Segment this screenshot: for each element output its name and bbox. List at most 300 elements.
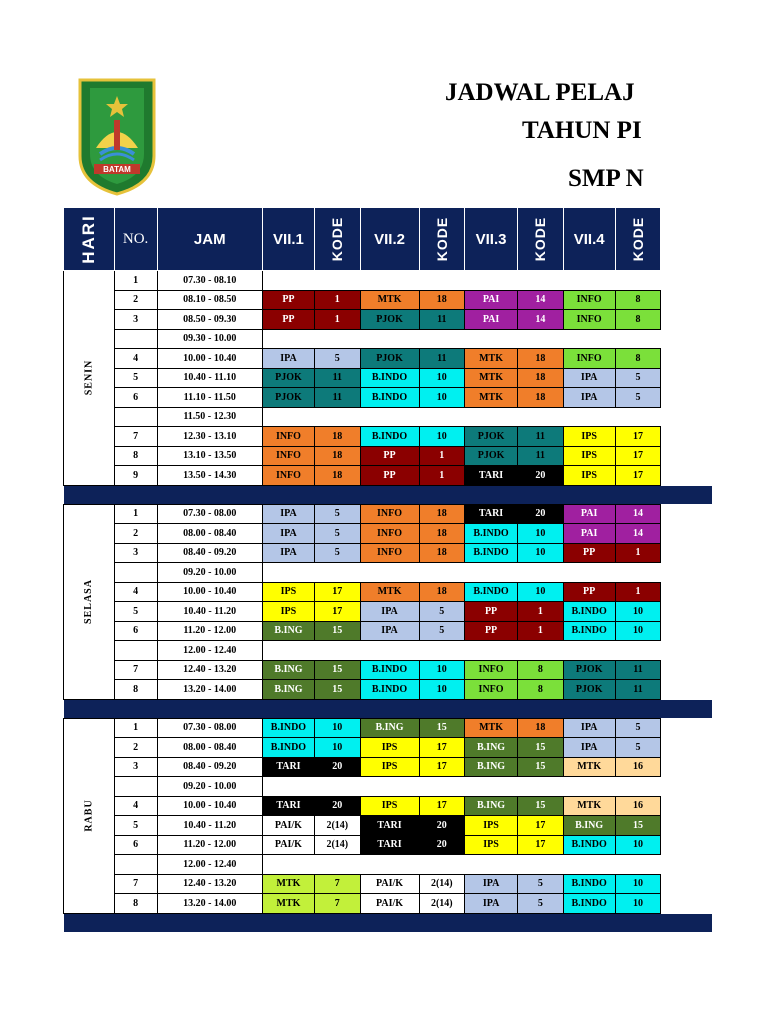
kode-cell: 1 <box>419 466 464 486</box>
kode-cell: 2(14) <box>315 816 360 836</box>
subject-cell: B.INDO <box>262 738 314 758</box>
kode-cell: 18 <box>518 388 563 408</box>
kode-cell: 5 <box>615 388 660 408</box>
subject-cell: IPA <box>262 504 314 524</box>
kode-cell: 15 <box>419 718 464 738</box>
period-number: 9 <box>114 466 157 486</box>
kode-cell: 11 <box>615 660 660 680</box>
schedule-row <box>64 796 713 816</box>
batam-logo <box>76 76 158 196</box>
header-row <box>64 208 713 271</box>
subject-cell: PP <box>563 543 615 563</box>
schedule-row <box>64 641 713 661</box>
period-number: 6 <box>114 388 157 408</box>
subject-cell: PAI <box>563 504 615 524</box>
kode-cell: 8 <box>518 660 563 680</box>
kode-cell: 17 <box>315 582 360 602</box>
subject-cell: PJOK <box>360 310 419 330</box>
kode-cell: 17 <box>615 427 660 447</box>
period-number: 8 <box>114 894 157 914</box>
period-number <box>114 407 157 427</box>
subject-cell: IPA <box>465 874 518 894</box>
break-row-cell <box>262 777 660 797</box>
subject-cell: MTK <box>563 757 615 777</box>
subject-cell: IPA <box>360 621 419 641</box>
time-slot: 08.40 - 09.20 <box>157 543 262 563</box>
period-number <box>114 641 157 661</box>
day-separator <box>64 699 713 718</box>
kode-cell: 1 <box>315 310 360 330</box>
subject-cell: MTK <box>563 796 615 816</box>
kode-cell: 18 <box>518 349 563 369</box>
overflow-cell <box>661 660 712 680</box>
time-slot: 11.10 - 11.50 <box>157 388 262 408</box>
kode-cell: 1 <box>518 621 563 641</box>
time-slot: 08.50 - 09.30 <box>157 310 262 330</box>
subject-cell: B.ING <box>465 738 518 758</box>
subject-cell: IPA <box>563 738 615 758</box>
kode-cell: 5 <box>615 738 660 758</box>
subject-cell: IPA <box>262 349 314 369</box>
subject-cell: B.INDO <box>360 680 419 700</box>
schedule-table <box>63 207 712 932</box>
subject-cell: INFO <box>465 680 518 700</box>
time-slot: 10.00 - 10.40 <box>157 349 262 369</box>
subject-cell: PAI/K <box>262 835 314 855</box>
overflow-cell <box>661 466 712 486</box>
kode-cell: 1 <box>518 602 563 622</box>
kode-cell: 16 <box>615 757 660 777</box>
schedule-row <box>64 680 713 700</box>
day-separator <box>64 485 713 504</box>
schedule-row <box>64 718 713 738</box>
overflow-cell <box>661 388 712 408</box>
subject-cell: B.INDO <box>360 368 419 388</box>
kode-cell: 18 <box>315 427 360 447</box>
kode-cell: 10 <box>615 894 660 914</box>
time-slot: 10.40 - 11.10 <box>157 368 262 388</box>
day-label: SELASA <box>83 579 95 624</box>
overflow-cell <box>661 329 712 349</box>
subject-cell: MTK <box>262 874 314 894</box>
time-slot: 09.30 - 10.00 <box>157 329 262 349</box>
period-number: 7 <box>114 660 157 680</box>
kode-cell: 5 <box>419 602 464 622</box>
time-slot: 11.20 - 12.00 <box>157 835 262 855</box>
period-number: 2 <box>114 738 157 758</box>
col-vii1: VII.1 <box>262 208 314 271</box>
subject-cell: TARI <box>465 466 518 486</box>
overflow-cell <box>661 680 712 700</box>
break-row-cell <box>262 563 660 583</box>
kode-cell: 5 <box>315 349 360 369</box>
overflow-cell <box>661 835 712 855</box>
subject-cell: IPA <box>563 388 615 408</box>
schedule-row <box>64 290 713 310</box>
overflow-cell <box>661 407 712 427</box>
schedule-row <box>64 738 713 758</box>
subject-cell: IPS <box>563 446 615 466</box>
subject-cell: PAI/K <box>262 816 314 836</box>
subject-cell: B.ING <box>465 757 518 777</box>
col-hari: HARI <box>64 208 115 271</box>
kode-cell: 18 <box>419 290 464 310</box>
subject-cell: B.ING <box>262 621 314 641</box>
time-slot: 11.50 - 12.30 <box>157 407 262 427</box>
schedule-row <box>64 835 713 855</box>
subject-cell: INFO <box>563 290 615 310</box>
subject-cell: IPS <box>262 582 314 602</box>
subject-cell: B.INDO <box>563 894 615 914</box>
col-vii2: VII.2 <box>360 208 419 271</box>
kode-cell: 5 <box>615 368 660 388</box>
kode-cell: 8 <box>615 310 660 330</box>
subject-cell: INFO <box>563 349 615 369</box>
subject-cell: MTK <box>360 582 419 602</box>
overflow-cell <box>661 738 712 758</box>
period-number: 6 <box>114 835 157 855</box>
kode-cell: 20 <box>315 757 360 777</box>
day-cell <box>64 718 115 913</box>
kode-cell: 20 <box>518 504 563 524</box>
time-slot: 08.40 - 09.20 <box>157 757 262 777</box>
subject-cell: B.ING <box>563 816 615 836</box>
time-slot: 08.10 - 08.50 <box>157 290 262 310</box>
subject-cell: IPA <box>262 543 314 563</box>
time-slot: 09.20 - 10.00 <box>157 777 262 797</box>
kode-cell: 8 <box>615 349 660 369</box>
overflow-cell <box>661 718 712 738</box>
subject-cell: TARI <box>360 835 419 855</box>
schedule-row <box>64 855 713 875</box>
col-vii3: VII.3 <box>465 208 518 271</box>
subject-cell: B.INDO <box>563 835 615 855</box>
subject-cell: IPA <box>262 524 314 544</box>
title-line-2: TAHUN PI <box>522 117 642 144</box>
period-number <box>114 855 157 875</box>
time-slot: 07.30 - 08.00 <box>157 718 262 738</box>
period-number: 5 <box>114 602 157 622</box>
schedule-row <box>64 407 713 427</box>
break-row-cell <box>262 641 660 661</box>
subject-cell: INFO <box>262 466 314 486</box>
subject-cell: INFO <box>262 427 314 447</box>
subject-cell: PJOK <box>465 446 518 466</box>
kode-cell: 15 <box>518 757 563 777</box>
subject-cell: IPS <box>360 796 419 816</box>
kode-cell: 10 <box>615 621 660 641</box>
period-number: 4 <box>114 582 157 602</box>
schedule-row <box>64 504 713 524</box>
kode-cell: 7 <box>315 874 360 894</box>
kode-cell: 20 <box>518 466 563 486</box>
kode-cell: 1 <box>419 446 464 466</box>
kode-cell: 10 <box>615 874 660 894</box>
kode-cell: 10 <box>315 718 360 738</box>
kode-cell: 17 <box>419 796 464 816</box>
period-number: 2 <box>114 524 157 544</box>
kode-cell: 10 <box>518 582 563 602</box>
period-number: 1 <box>114 504 157 524</box>
day-cell <box>64 271 115 486</box>
subject-cell: MTK <box>465 388 518 408</box>
overflow-cell <box>661 796 712 816</box>
col-kode-2: KODE <box>419 208 464 271</box>
schedule-row <box>64 388 713 408</box>
schedule-row <box>64 816 713 836</box>
kode-cell: 5 <box>518 894 563 914</box>
subject-cell: B.ING <box>262 660 314 680</box>
kode-cell: 5 <box>315 524 360 544</box>
kode-cell: 10 <box>419 680 464 700</box>
break-row-cell <box>262 271 660 291</box>
break-row-cell <box>262 407 660 427</box>
col-kode-1: KODE <box>315 208 360 271</box>
period-number: 8 <box>114 680 157 700</box>
subject-cell: PP <box>262 310 314 330</box>
time-slot: 13.20 - 14.00 <box>157 894 262 914</box>
subject-cell: IPS <box>465 816 518 836</box>
kode-cell: 20 <box>419 835 464 855</box>
subject-cell: B.ING <box>262 680 314 700</box>
day-label: RABU <box>83 799 95 832</box>
kode-cell: 17 <box>615 466 660 486</box>
time-slot: 10.00 - 10.40 <box>157 796 262 816</box>
kode-cell: 18 <box>518 368 563 388</box>
time-slot: 08.00 - 08.40 <box>157 738 262 758</box>
kode-cell: 18 <box>315 466 360 486</box>
schedule-row <box>64 621 713 641</box>
subject-cell: INFO <box>262 446 314 466</box>
overflow-cell <box>661 621 712 641</box>
subject-cell: IPS <box>262 602 314 622</box>
period-number: 4 <box>114 796 157 816</box>
time-slot: 12.40 - 13.20 <box>157 660 262 680</box>
kode-cell: 11 <box>419 349 464 369</box>
kode-cell: 17 <box>419 757 464 777</box>
kode-cell: 10 <box>419 427 464 447</box>
subject-cell: INFO <box>360 504 419 524</box>
schedule-row <box>64 563 713 583</box>
kode-cell: 10 <box>615 835 660 855</box>
period-number: 6 <box>114 621 157 641</box>
kode-cell: 5 <box>315 504 360 524</box>
kode-cell: 5 <box>315 543 360 563</box>
kode-cell: 17 <box>518 835 563 855</box>
kode-cell: 10 <box>419 388 464 408</box>
day-label: SENIN <box>83 359 95 396</box>
subject-cell: B.INDO <box>465 582 518 602</box>
schedule-row <box>64 446 713 466</box>
subject-cell: INFO <box>360 524 419 544</box>
kode-cell: 5 <box>419 621 464 641</box>
subject-cell: PAI <box>563 524 615 544</box>
schedule-row <box>64 757 713 777</box>
period-number: 3 <box>114 310 157 330</box>
day-separator <box>64 913 713 932</box>
period-number: 1 <box>114 271 157 291</box>
title-line-1: JADWAL PELAJ <box>445 79 635 106</box>
subject-cell: IPS <box>563 466 615 486</box>
overflow-cell <box>661 271 712 291</box>
schedule-table-container <box>63 207 712 937</box>
kode-cell: 10 <box>518 524 563 544</box>
subject-cell: B.INDO <box>465 543 518 563</box>
schedule-row <box>64 524 713 544</box>
overflow-cell <box>661 563 712 583</box>
period-number <box>114 563 157 583</box>
kode-cell: 10 <box>419 660 464 680</box>
kode-cell: 1 <box>315 290 360 310</box>
period-number <box>114 777 157 797</box>
day-cell <box>64 504 115 699</box>
period-number: 4 <box>114 349 157 369</box>
schedule-row <box>64 427 713 447</box>
col-no: NO. <box>114 208 157 271</box>
subject-cell: B.INDO <box>465 524 518 544</box>
schedule-row <box>64 582 713 602</box>
time-slot: 08.00 - 08.40 <box>157 524 262 544</box>
period-number: 7 <box>114 874 157 894</box>
kode-cell: 10 <box>518 543 563 563</box>
kode-cell: 11 <box>315 368 360 388</box>
overflow-cell <box>661 427 712 447</box>
schedule-row <box>64 660 713 680</box>
subject-cell: MTK <box>465 349 518 369</box>
time-slot: 10.00 - 10.40 <box>157 582 262 602</box>
subject-cell: MTK <box>465 368 518 388</box>
time-slot: 13.20 - 14.00 <box>157 680 262 700</box>
kode-cell: 17 <box>315 602 360 622</box>
schedule-row <box>64 368 713 388</box>
overflow-cell <box>661 641 712 661</box>
subject-cell: INFO <box>465 660 518 680</box>
kode-cell: 20 <box>419 816 464 836</box>
schedule-row <box>64 271 713 291</box>
overflow-cell <box>661 524 712 544</box>
subject-cell: PP <box>465 621 518 641</box>
kode-cell: 10 <box>615 602 660 622</box>
kode-cell: 11 <box>518 446 563 466</box>
kode-cell: 5 <box>518 874 563 894</box>
overflow-cell <box>661 543 712 563</box>
subject-cell: TARI <box>360 816 419 836</box>
subject-cell: B.INDO <box>262 718 314 738</box>
break-row-cell <box>262 855 660 875</box>
overflow-cell <box>661 290 712 310</box>
overflow-cell <box>661 777 712 797</box>
overflow-cell <box>661 894 712 914</box>
subject-cell: PP <box>360 446 419 466</box>
kode-cell: 16 <box>615 796 660 816</box>
overflow-cell <box>661 602 712 622</box>
subject-cell: IPA <box>360 602 419 622</box>
subject-cell: PJOK <box>563 680 615 700</box>
period-number: 2 <box>114 290 157 310</box>
subject-cell: PP <box>563 582 615 602</box>
kode-cell: 10 <box>419 368 464 388</box>
kode-cell: 15 <box>518 796 563 816</box>
kode-cell: 15 <box>518 738 563 758</box>
subject-cell: PAI/K <box>360 874 419 894</box>
kode-cell: 15 <box>315 621 360 641</box>
schedule-row <box>64 602 713 622</box>
separator-bar <box>64 913 713 932</box>
kode-cell: 17 <box>518 816 563 836</box>
subject-cell: PJOK <box>360 349 419 369</box>
period-number: 7 <box>114 427 157 447</box>
subject-cell: B.INDO <box>360 660 419 680</box>
kode-cell: 1 <box>615 582 660 602</box>
schedule-row <box>64 329 713 349</box>
subject-cell: MTK <box>465 718 518 738</box>
overflow-cell <box>661 816 712 836</box>
subject-cell: TARI <box>262 796 314 816</box>
kode-cell: 14 <box>615 504 660 524</box>
kode-cell: 8 <box>518 680 563 700</box>
kode-cell: 17 <box>615 446 660 466</box>
col-vii4: VII.4 <box>563 208 615 271</box>
subject-cell: MTK <box>360 290 419 310</box>
time-slot: 10.40 - 11.20 <box>157 816 262 836</box>
kode-cell: 11 <box>315 388 360 408</box>
period-number: 1 <box>114 718 157 738</box>
separator-bar <box>64 699 713 718</box>
subject-cell: B.INDO <box>360 388 419 408</box>
subject-cell: IPA <box>563 718 615 738</box>
kode-cell: 1 <box>615 543 660 563</box>
kode-cell: 14 <box>615 524 660 544</box>
subject-cell: PAI <box>465 290 518 310</box>
time-slot: 13.50 - 14.30 <box>157 466 262 486</box>
header-overflow <box>661 208 712 271</box>
subject-cell: B.ING <box>360 718 419 738</box>
schedule-row <box>64 777 713 797</box>
col-kode-4: KODE <box>615 208 660 271</box>
overflow-cell <box>661 446 712 466</box>
kode-cell: 15 <box>315 660 360 680</box>
kode-cell: 18 <box>419 524 464 544</box>
kode-cell: 8 <box>615 290 660 310</box>
kode-cell: 7 <box>315 894 360 914</box>
subject-cell: B.ING <box>465 796 518 816</box>
schedule-row <box>64 543 713 563</box>
kode-cell: 5 <box>615 718 660 738</box>
schedule-row <box>64 310 713 330</box>
subject-cell: INFO <box>563 310 615 330</box>
subject-cell: IPS <box>465 835 518 855</box>
subject-cell: PAI/K <box>360 894 419 914</box>
subject-cell: INFO <box>360 543 419 563</box>
subject-cell: PJOK <box>262 368 314 388</box>
period-number <box>114 329 157 349</box>
period-number: 8 <box>114 446 157 466</box>
period-number: 5 <box>114 368 157 388</box>
subject-cell: IPS <box>360 757 419 777</box>
kode-cell: 18 <box>419 582 464 602</box>
subject-cell: PP <box>262 290 314 310</box>
time-slot: 12.00 - 12.40 <box>157 641 262 661</box>
overflow-cell <box>661 874 712 894</box>
col-kode-3: KODE <box>518 208 563 271</box>
overflow-cell <box>661 504 712 524</box>
break-row-cell <box>262 329 660 349</box>
schedule-row <box>64 349 713 369</box>
time-slot: 09.20 - 10.00 <box>157 563 262 583</box>
subject-cell: IPS <box>360 738 419 758</box>
kode-cell: 2(14) <box>315 835 360 855</box>
kode-cell: 10 <box>315 738 360 758</box>
